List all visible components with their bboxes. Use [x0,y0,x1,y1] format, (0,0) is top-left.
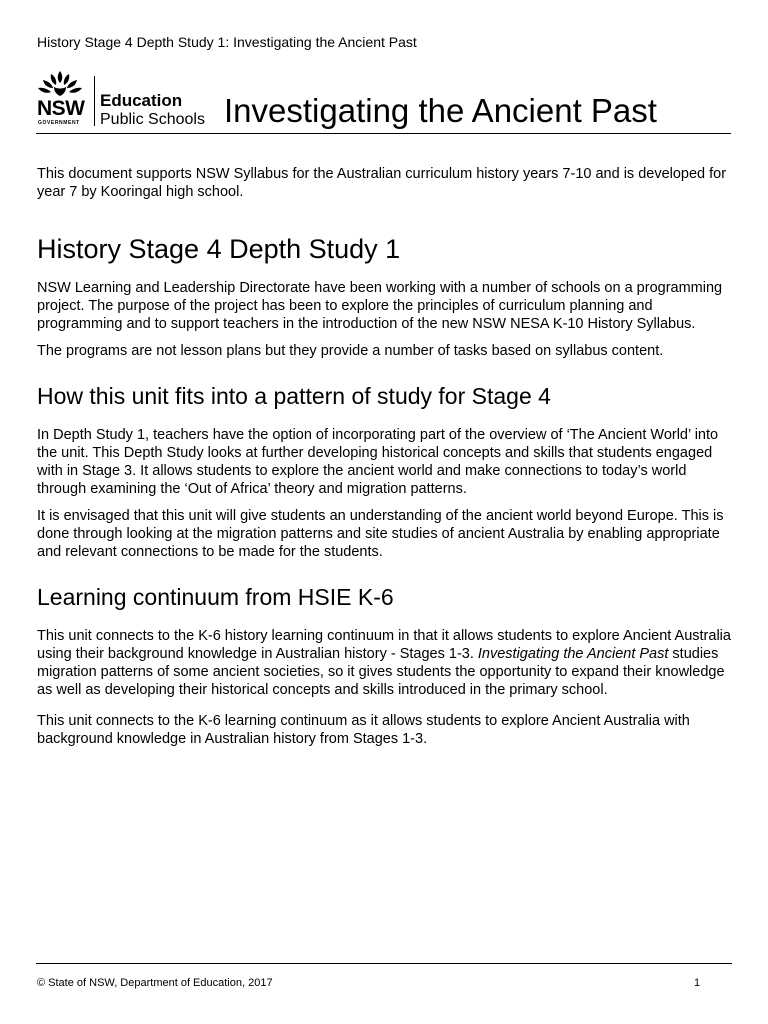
section-heading-depth-study: History Stage 4 Depth Study 1 [37,234,401,264]
document-body [37,165,733,748]
document-title: Investigating the Ancient Past [224,92,657,129]
page-number: 1 [694,977,701,989]
paragraph-text: This unit connects to the K-6 history learning continuum in that it allows students to explore Ancient Australia using their background knowledge in Australian history - Stages 1-3. [37,628,731,662]
paragraph: This unit connects to the K-6 learning continuum as it allows students to explore Ancient Australia with background knowledge in Australian history from Stages 1-3. [37,713,690,747]
title-divider [36,133,731,134]
intro-paragraph: This document supports NSW Syllabus for the Australian curriculum history years 7-10 and is developed for year 7 by Kooringal high school. [37,166,727,200]
section-heading-learning-continuum: Learning continuum from HSIE K-6 [37,584,394,610]
paragraph-text: studies migration patterns of some ancient societies, so it gives students the opportunity to expand their knowledge as well as developing their historical concepts and skills introduced in the primary school. [37,646,725,698]
paragraph: The programs are not lesson plans but they provide a number of tasks based on syllabus content. [37,343,664,359]
running-header: History Stage 4 Depth Study 1: Investigating the Ancient Past [37,34,417,50]
logo-nsw-text: NSW [37,97,85,120]
paragraph: NSW Learning and Leadership Directorate have been working with a number of schools on a programming project. The purpose of the project has been to explore the principles of curriculum planning and programming and to support teachers in the introduction of the new NSW NESA K-10 History Syllabus. [37,280,723,332]
waratah-icon [36,70,84,100]
logo-government-text: GOVERNMENT [38,120,80,126]
paragraph: In Depth Study 1, teachers have the option of incorporating part of the overview of ‘The Ancient World’ into the unit. This Depth Study looks at further developing historical concepts and skills that students engaged with in Stage 3. It allows students to explore the ancient world and make connections to today’s world through examining the ‘Out of Africa’ theory and migration patterns. [37,427,719,497]
logo-public-schools-text: Public Schools [100,111,205,128]
nsw-education-logo [36,70,216,130]
footer-copyright: © State of NSW, Department of Education, 2017 [37,977,273,989]
paragraph: It is envisaged that this unit will give students an understanding of the ancient world beyond Europe. This is done through looking at the migration patterns and site studies of ancient Australia by enabling appropriate and relevant connections to be made for the students. [37,508,724,560]
unit-title-italic: Investigating the Ancient Past [477,646,669,662]
logo-divider [94,76,95,126]
section-heading-pattern-of-study: How this unit fits into a pattern of study for Stage 4 [37,383,551,409]
paragraph [37,627,733,699]
footer-divider [36,963,732,964]
logo-education-text: Education [100,91,183,110]
